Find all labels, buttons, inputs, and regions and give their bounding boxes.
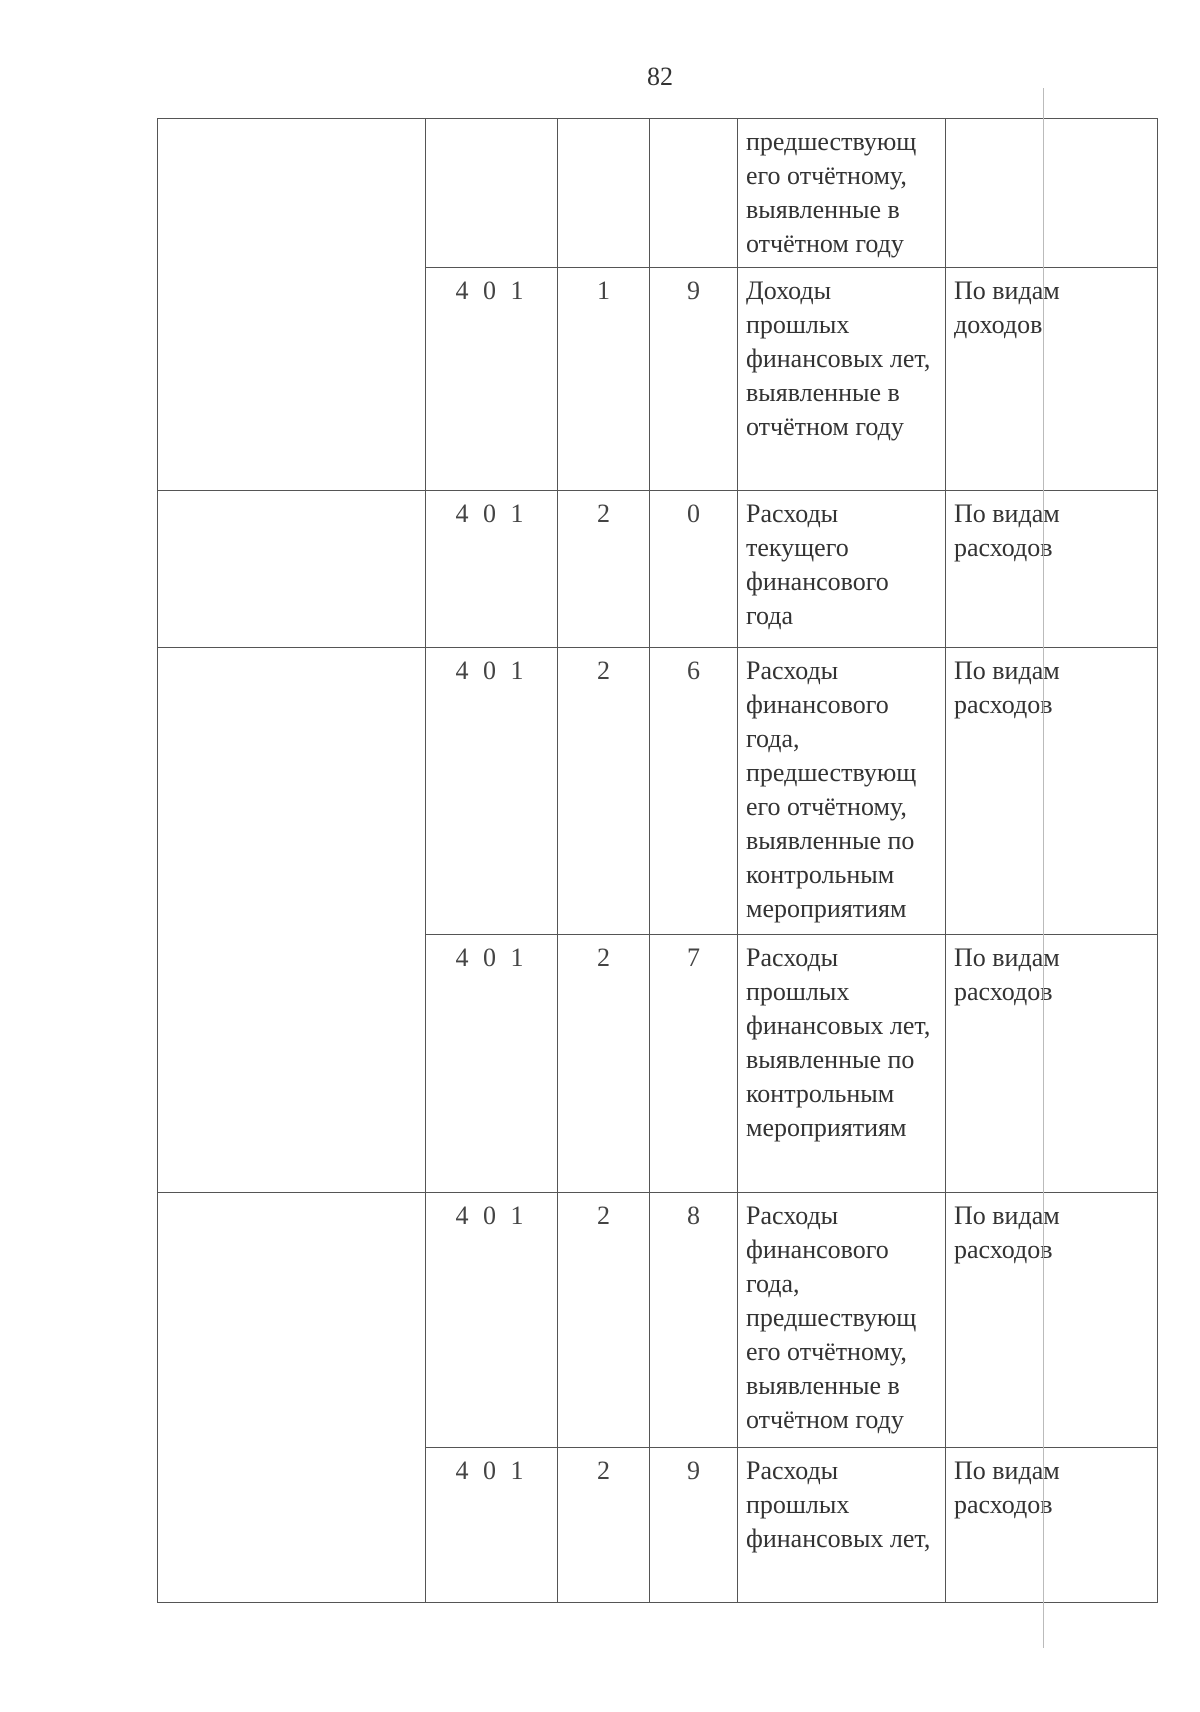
digit-1-cell: 2 — [558, 491, 650, 648]
account-name-cell: Расходы текущего финансового года — [738, 491, 946, 648]
account-cell: 4 0 1 — [426, 648, 558, 935]
digit-2-cell — [650, 119, 738, 268]
digit-1-cell: 2 — [558, 648, 650, 935]
analytics-cell: По видам расходов — [946, 1193, 1158, 1448]
group-cell — [158, 119, 426, 491]
accounts-table — [157, 118, 1158, 1603]
account-cell: 4 0 1 — [426, 1448, 558, 1603]
account-cell — [426, 119, 558, 268]
group-cell — [158, 648, 426, 1193]
table-row — [158, 119, 1158, 268]
table-row — [158, 1193, 1158, 1448]
digit-2-cell: 6 — [650, 648, 738, 935]
digit-2-cell: 8 — [650, 1193, 738, 1448]
analytics-cell: По видам расходов — [946, 648, 1158, 935]
group-cell — [158, 491, 426, 648]
digit-2-cell: 0 — [650, 491, 738, 648]
group-cell — [158, 1193, 426, 1603]
analytics-cell: По видам доходов — [946, 268, 1158, 491]
analytics-cell: По видам расходов — [946, 1448, 1158, 1603]
digit-2-cell: 9 — [650, 268, 738, 491]
digit-2-cell: 9 — [650, 1448, 738, 1603]
digit-1-cell: 1 — [558, 268, 650, 491]
account-name-cell: Расходы прошлых финансовых лет, — [738, 1448, 946, 1603]
analytics-cell — [946, 119, 1158, 268]
analytics-cell: По видам расходов — [946, 491, 1158, 648]
scan-artifact-line — [1043, 88, 1044, 1648]
account-name-cell: Доходы прошлых финансовых лет, выявленные в отчётном году — [738, 268, 946, 491]
account-name-cell: Расходы финансового года, предшествующ его отчётному, выявленные в отчётном году — [738, 1193, 946, 1448]
account-name-cell: Расходы прошлых финансовых лет, выявленные по контрольным мероприятиям — [738, 935, 946, 1193]
table-row — [158, 491, 1158, 648]
account-cell: 4 0 1 — [426, 491, 558, 648]
account-name-cell: предшествующ его отчётному, выявленные в отчётном году — [738, 119, 946, 268]
digit-1-cell — [558, 119, 650, 268]
analytics-cell: По видам расходов — [946, 935, 1158, 1193]
table-row — [158, 648, 1158, 935]
digit-1-cell: 2 — [558, 1448, 650, 1603]
account-name-cell: Расходы финансового года, предшествующ его отчётному, выявленные по контрольным мероприятиям — [738, 648, 946, 935]
account-cell: 4 0 1 — [426, 268, 558, 491]
digit-1-cell: 2 — [558, 935, 650, 1193]
account-cell: 4 0 1 — [426, 935, 558, 1193]
digit-2-cell: 7 — [650, 935, 738, 1193]
digit-1-cell: 2 — [558, 1193, 650, 1448]
page-number: 82 — [647, 62, 673, 91]
account-cell: 4 0 1 — [426, 1193, 558, 1448]
